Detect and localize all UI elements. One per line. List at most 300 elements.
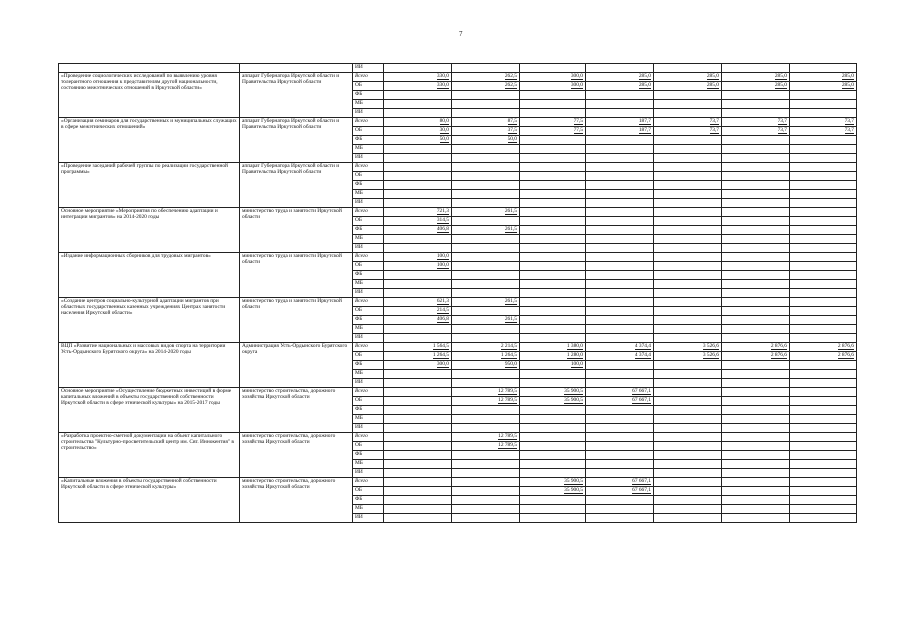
amount-value: 37,5 — [507, 127, 517, 133]
amount-cell — [654, 406, 722, 415]
amount-cell — [520, 136, 586, 145]
amount-cell — [384, 118, 452, 127]
amount-cell — [790, 451, 857, 460]
amount-cell — [654, 496, 722, 505]
amount-cell — [586, 253, 654, 262]
amount-cell — [722, 334, 790, 343]
amount-cell — [722, 163, 790, 172]
amount-value: 262,5 — [504, 82, 517, 88]
amount-cell — [790, 73, 857, 82]
amount-cell — [452, 487, 520, 496]
amount-cell — [654, 163, 722, 172]
amount-cell — [722, 514, 790, 523]
amount-cell — [384, 415, 452, 424]
amount-cell — [586, 109, 654, 118]
amount-cell — [384, 208, 452, 217]
amount-cell — [452, 289, 520, 298]
measure-name-cell — [59, 64, 240, 73]
amount-cell — [452, 280, 520, 289]
amount-cell — [384, 496, 452, 505]
funding-source-cell: ФБ — [353, 136, 384, 145]
amount-cell — [654, 271, 722, 280]
amount-cell — [586, 73, 654, 82]
amount-value: 2 876,6 — [837, 352, 854, 358]
amount-cell — [654, 316, 722, 325]
amount-cell — [722, 505, 790, 514]
amount-cell — [520, 64, 586, 73]
funding-source-cell: ОБ — [353, 127, 384, 136]
amount-value: 100,0 — [436, 253, 449, 259]
amount-value: 30,0 — [439, 127, 449, 133]
amount-cell — [790, 370, 857, 379]
table-row — [59, 73, 857, 82]
amount-cell — [520, 298, 586, 307]
amount-cell — [654, 334, 722, 343]
amount-cell — [654, 145, 722, 154]
funding-source-cell: Всего — [353, 298, 384, 307]
funding-source-cell: ИИ — [353, 334, 384, 343]
amount-cell — [452, 253, 520, 262]
executor-cell: министерство строительства, дорожного хозяйства Иркутской области — [240, 433, 353, 478]
funding-source-cell: ОБ — [353, 172, 384, 181]
funding-source-cell: ФБ — [353, 91, 384, 100]
amount-cell — [384, 442, 452, 451]
amount-cell — [654, 487, 722, 496]
amount-cell — [654, 127, 722, 136]
amount-cell — [790, 316, 857, 325]
amount-cell — [722, 190, 790, 199]
amount-value: 100,0 — [570, 361, 583, 367]
amount-cell — [586, 118, 654, 127]
amount-cell — [790, 136, 857, 145]
funding-source-cell: ИИ — [353, 289, 384, 298]
amount-cell — [654, 109, 722, 118]
amount-cell — [722, 226, 790, 235]
amount-cell — [586, 505, 654, 514]
amount-value: 285,0 — [706, 73, 719, 79]
amount-cell — [790, 469, 857, 478]
executor-cell: министерство труда и занятости Иркутской области — [240, 208, 353, 253]
amount-cell — [722, 118, 790, 127]
amount-value: 73,7 — [777, 127, 787, 133]
amount-cell — [384, 91, 452, 100]
amount-cell — [654, 136, 722, 145]
executor-cell: аппарат Губернатора Иркутской области и Правительства Иркутской области — [240, 163, 353, 208]
measure-name-cell: «Капитальные вложения в объекты государственной собственности Иркутской области в сфере этнической культуры» — [59, 478, 240, 523]
amount-cell — [520, 127, 586, 136]
amount-cell — [384, 352, 452, 361]
amount-cell — [722, 100, 790, 109]
amount-cell — [452, 217, 520, 226]
amount-cell — [520, 343, 586, 352]
funding-source-cell: Всего — [353, 433, 384, 442]
amount-value: 67 667,1 — [632, 397, 651, 403]
amount-cell — [722, 388, 790, 397]
amount-cell — [654, 361, 722, 370]
amount-cell — [654, 181, 722, 190]
amount-cell — [654, 190, 722, 199]
amount-cell — [586, 136, 654, 145]
amount-value: 314,5 — [436, 217, 449, 223]
amount-cell — [654, 433, 722, 442]
amount-value: 187,7 — [638, 118, 651, 124]
amount-cell — [586, 388, 654, 397]
amount-value: 50,0 — [439, 136, 449, 142]
amount-value: 4 374,4 — [634, 352, 651, 358]
measure-name-cell: «Разработка проектно-сметной документации на объект капитального строительства "Культурно-просветительский центр им. Свт. Иннокентия" в строительство» — [59, 433, 240, 478]
funding-source-cell: Всего — [353, 388, 384, 397]
amount-cell — [790, 298, 857, 307]
amount-cell — [452, 424, 520, 433]
amount-cell — [722, 172, 790, 181]
amount-cell — [654, 424, 722, 433]
amount-cell — [520, 433, 586, 442]
amount-cell — [654, 118, 722, 127]
amount-cell — [722, 469, 790, 478]
amount-cell — [790, 217, 857, 226]
amount-cell — [722, 136, 790, 145]
amount-cell — [586, 190, 654, 199]
amount-cell — [384, 451, 452, 460]
amount-cell — [586, 415, 654, 424]
amount-cell — [452, 226, 520, 235]
budget-table-body — [59, 64, 857, 523]
amount-cell — [722, 262, 790, 271]
amount-cell — [586, 460, 654, 469]
amount-cell — [384, 334, 452, 343]
funding-source-cell: Всего — [353, 73, 384, 82]
amount-cell — [586, 334, 654, 343]
amount-cell — [520, 271, 586, 280]
amount-value: 330,0 — [436, 73, 449, 79]
amount-value: 80,0 — [439, 118, 449, 124]
amount-value: 35 900,5 — [564, 388, 583, 394]
amount-value: 87,5 — [507, 118, 517, 124]
amount-value: 285,0 — [638, 73, 651, 79]
table-row — [59, 298, 857, 307]
funding-source-cell: ФБ — [353, 181, 384, 190]
amount-value: 330,0 — [436, 82, 449, 88]
amount-cell — [586, 181, 654, 190]
funding-source-cell: МБ — [353, 370, 384, 379]
funding-source-cell: Всего — [353, 163, 384, 172]
funding-source-cell: ОБ — [353, 352, 384, 361]
table-row — [59, 64, 857, 73]
amount-value: 261,5 — [504, 208, 517, 214]
amount-cell — [520, 109, 586, 118]
amount-value: 67 667,1 — [632, 478, 651, 484]
amount-cell — [654, 307, 722, 316]
funding-source-cell: ИИ — [353, 154, 384, 163]
amount-cell — [384, 316, 452, 325]
amount-cell — [520, 118, 586, 127]
amount-value: 285,0 — [638, 82, 651, 88]
amount-cell — [452, 271, 520, 280]
amount-value: 3 526,6 — [702, 352, 719, 358]
funding-source-cell: ФБ — [353, 226, 384, 235]
amount-cell — [384, 199, 452, 208]
amount-value: 12 789,5 — [498, 388, 517, 394]
amount-cell — [790, 199, 857, 208]
amount-cell — [790, 163, 857, 172]
measure-name-cell: Основное мероприятие «Мероприятия по обеспечению адаптации и интеграции мигрантов» на 2014-2020 годы — [59, 208, 240, 253]
funding-source-cell: МБ — [353, 190, 384, 199]
amount-value: 73,7 — [777, 118, 787, 124]
funding-source-cell: ИИ — [353, 469, 384, 478]
amount-cell — [520, 352, 586, 361]
amount-cell — [722, 235, 790, 244]
amount-cell — [790, 100, 857, 109]
amount-cell — [452, 370, 520, 379]
measure-name-cell: «Издание информационных сборников для трудовых мигрантов» — [59, 253, 240, 298]
amount-cell — [790, 118, 857, 127]
amount-cell — [452, 442, 520, 451]
page-number: 7 — [459, 30, 463, 38]
amount-cell — [384, 181, 452, 190]
amount-cell — [790, 208, 857, 217]
funding-source-cell: Всего — [353, 208, 384, 217]
amount-cell — [722, 109, 790, 118]
amount-cell — [654, 235, 722, 244]
amount-cell — [520, 379, 586, 388]
amount-cell — [452, 181, 520, 190]
amount-cell — [452, 235, 520, 244]
amount-cell — [586, 514, 654, 523]
amount-cell — [722, 316, 790, 325]
amount-cell — [790, 460, 857, 469]
amount-value: 406,8 — [436, 226, 449, 232]
amount-cell — [654, 343, 722, 352]
funding-source-cell: ОБ — [353, 307, 384, 316]
amount-cell — [384, 388, 452, 397]
amount-cell — [790, 253, 857, 262]
funding-source-cell: Всего — [353, 478, 384, 487]
amount-cell — [790, 442, 857, 451]
amount-cell — [384, 469, 452, 478]
amount-cell — [384, 217, 452, 226]
amount-cell — [520, 487, 586, 496]
executor-cell: министерство строительства, дорожного хозяйства Иркутской области — [240, 478, 353, 523]
amount-cell — [790, 334, 857, 343]
amount-cell — [586, 469, 654, 478]
amount-value: 1 564,5 — [432, 343, 449, 349]
amount-cell — [722, 289, 790, 298]
amount-cell — [790, 109, 857, 118]
amount-cell — [520, 226, 586, 235]
amount-cell — [654, 379, 722, 388]
amount-cell — [722, 217, 790, 226]
amount-cell — [452, 190, 520, 199]
amount-value: 3 526,6 — [702, 343, 719, 349]
amount-cell — [790, 145, 857, 154]
amount-value: 73,7 — [709, 127, 719, 133]
amount-cell — [586, 127, 654, 136]
amount-cell — [520, 262, 586, 271]
amount-cell — [520, 325, 586, 334]
amount-cell — [520, 334, 586, 343]
amount-cell — [586, 262, 654, 271]
amount-cell — [520, 145, 586, 154]
amount-cell — [790, 343, 857, 352]
amount-cell — [452, 199, 520, 208]
funding-source-cell: ФБ — [353, 361, 384, 370]
amount-value: 12 789,5 — [498, 397, 517, 403]
amount-cell — [520, 514, 586, 523]
amount-cell — [722, 397, 790, 406]
amount-cell — [384, 154, 452, 163]
amount-value: 261,5 — [504, 298, 517, 304]
amount-cell — [452, 451, 520, 460]
amount-cell — [520, 172, 586, 181]
amount-value: 12 789,5 — [498, 442, 517, 448]
amount-cell — [586, 82, 654, 91]
amount-cell — [654, 514, 722, 523]
amount-cell — [586, 235, 654, 244]
amount-cell — [520, 451, 586, 460]
amount-cell — [452, 415, 520, 424]
amount-cell — [790, 361, 857, 370]
amount-cell — [452, 307, 520, 316]
amount-cell — [384, 478, 452, 487]
amount-cell — [452, 244, 520, 253]
amount-cell — [722, 199, 790, 208]
executor-cell: Администрация Усть-Ордынского Бурятского округа — [240, 343, 353, 388]
amount-cell — [384, 280, 452, 289]
amount-cell — [452, 505, 520, 514]
amount-cell — [452, 469, 520, 478]
amount-cell — [790, 235, 857, 244]
executor-cell: аппарат Губернатора Иркутской области и Правительства Иркутской области — [240, 118, 353, 163]
amount-cell — [790, 127, 857, 136]
funding-source-cell: Всего — [353, 343, 384, 352]
amount-cell — [452, 127, 520, 136]
amount-cell — [384, 253, 452, 262]
amount-cell — [520, 91, 586, 100]
amount-cell — [452, 343, 520, 352]
amount-cell — [586, 496, 654, 505]
amount-value: 285,0 — [774, 73, 787, 79]
amount-cell — [790, 478, 857, 487]
amount-cell — [452, 397, 520, 406]
amount-cell — [722, 298, 790, 307]
table-row — [59, 253, 857, 262]
amount-cell — [790, 397, 857, 406]
amount-cell — [452, 352, 520, 361]
funding-source-cell: ИИ — [353, 379, 384, 388]
amount-cell — [384, 370, 452, 379]
amount-cell — [520, 253, 586, 262]
amount-cell — [722, 406, 790, 415]
funding-source-cell: МБ — [353, 325, 384, 334]
amount-cell — [790, 181, 857, 190]
amount-cell — [654, 154, 722, 163]
amount-cell — [790, 388, 857, 397]
amount-cell — [452, 388, 520, 397]
amount-cell — [586, 289, 654, 298]
amount-value: 285,0 — [774, 82, 787, 88]
amount-cell — [790, 226, 857, 235]
amount-cell — [586, 172, 654, 181]
amount-cell — [790, 496, 857, 505]
amount-cell — [520, 208, 586, 217]
amount-cell — [790, 280, 857, 289]
table-row — [59, 343, 857, 352]
amount-cell — [586, 361, 654, 370]
amount-cell — [384, 172, 452, 181]
amount-cell — [654, 397, 722, 406]
amount-value: 67 667,1 — [632, 487, 651, 493]
amount-cell — [722, 424, 790, 433]
amount-value: 262,5 — [504, 73, 517, 79]
amount-value: 67 667,1 — [632, 388, 651, 394]
amount-cell — [790, 262, 857, 271]
amount-cell — [586, 226, 654, 235]
amount-value: 73,7 — [844, 118, 854, 124]
amount-cell — [654, 262, 722, 271]
amount-cell — [790, 487, 857, 496]
funding-source-cell: ФБ — [353, 451, 384, 460]
amount-value: 35 900,5 — [564, 478, 583, 484]
amount-cell — [654, 208, 722, 217]
amount-cell — [654, 73, 722, 82]
amount-cell — [384, 406, 452, 415]
amount-cell — [384, 262, 452, 271]
funding-source-cell: МБ — [353, 100, 384, 109]
amount-value: 1 380,0 — [566, 343, 583, 349]
amount-cell — [452, 100, 520, 109]
amount-cell — [452, 316, 520, 325]
amount-cell — [384, 235, 452, 244]
amount-cell — [654, 280, 722, 289]
amount-cell — [654, 100, 722, 109]
amount-cell — [722, 496, 790, 505]
amount-cell — [654, 82, 722, 91]
amount-cell — [790, 172, 857, 181]
amount-cell — [654, 226, 722, 235]
amount-cell — [790, 64, 857, 73]
amount-cell — [384, 289, 452, 298]
amount-value: 50,0 — [507, 136, 517, 142]
funding-source-cell: ИИ — [353, 109, 384, 118]
amount-cell — [452, 514, 520, 523]
amount-value: 100,0 — [436, 262, 449, 268]
amount-cell — [654, 370, 722, 379]
amount-cell — [722, 451, 790, 460]
funding-source-cell: Всего — [353, 118, 384, 127]
measure-name-cell: «Проведение заседаний рабочей группы по реализации государственной программы» — [59, 163, 240, 208]
amount-value: 2 876,6 — [770, 343, 787, 349]
amount-cell — [520, 73, 586, 82]
amount-cell — [722, 343, 790, 352]
amount-cell — [790, 415, 857, 424]
amount-cell — [722, 352, 790, 361]
amount-cell — [586, 199, 654, 208]
amount-cell — [520, 442, 586, 451]
measure-name-cell: Основное мероприятие «Осуществление бюджетных инвестиций в форме капитальных вложений в объекты государственной собственности Иркутской области в сфере этнической культуры» на 2015-2017 годы — [59, 388, 240, 433]
amount-value: 214,5 — [436, 307, 449, 313]
amount-cell — [790, 307, 857, 316]
amount-cell — [722, 145, 790, 154]
amount-cell — [384, 433, 452, 442]
amount-cell — [384, 298, 452, 307]
amount-cell — [586, 325, 654, 334]
amount-cell — [384, 460, 452, 469]
amount-cell — [520, 199, 586, 208]
amount-cell — [452, 64, 520, 73]
amount-cell — [520, 388, 586, 397]
amount-cell — [586, 307, 654, 316]
amount-cell — [654, 172, 722, 181]
